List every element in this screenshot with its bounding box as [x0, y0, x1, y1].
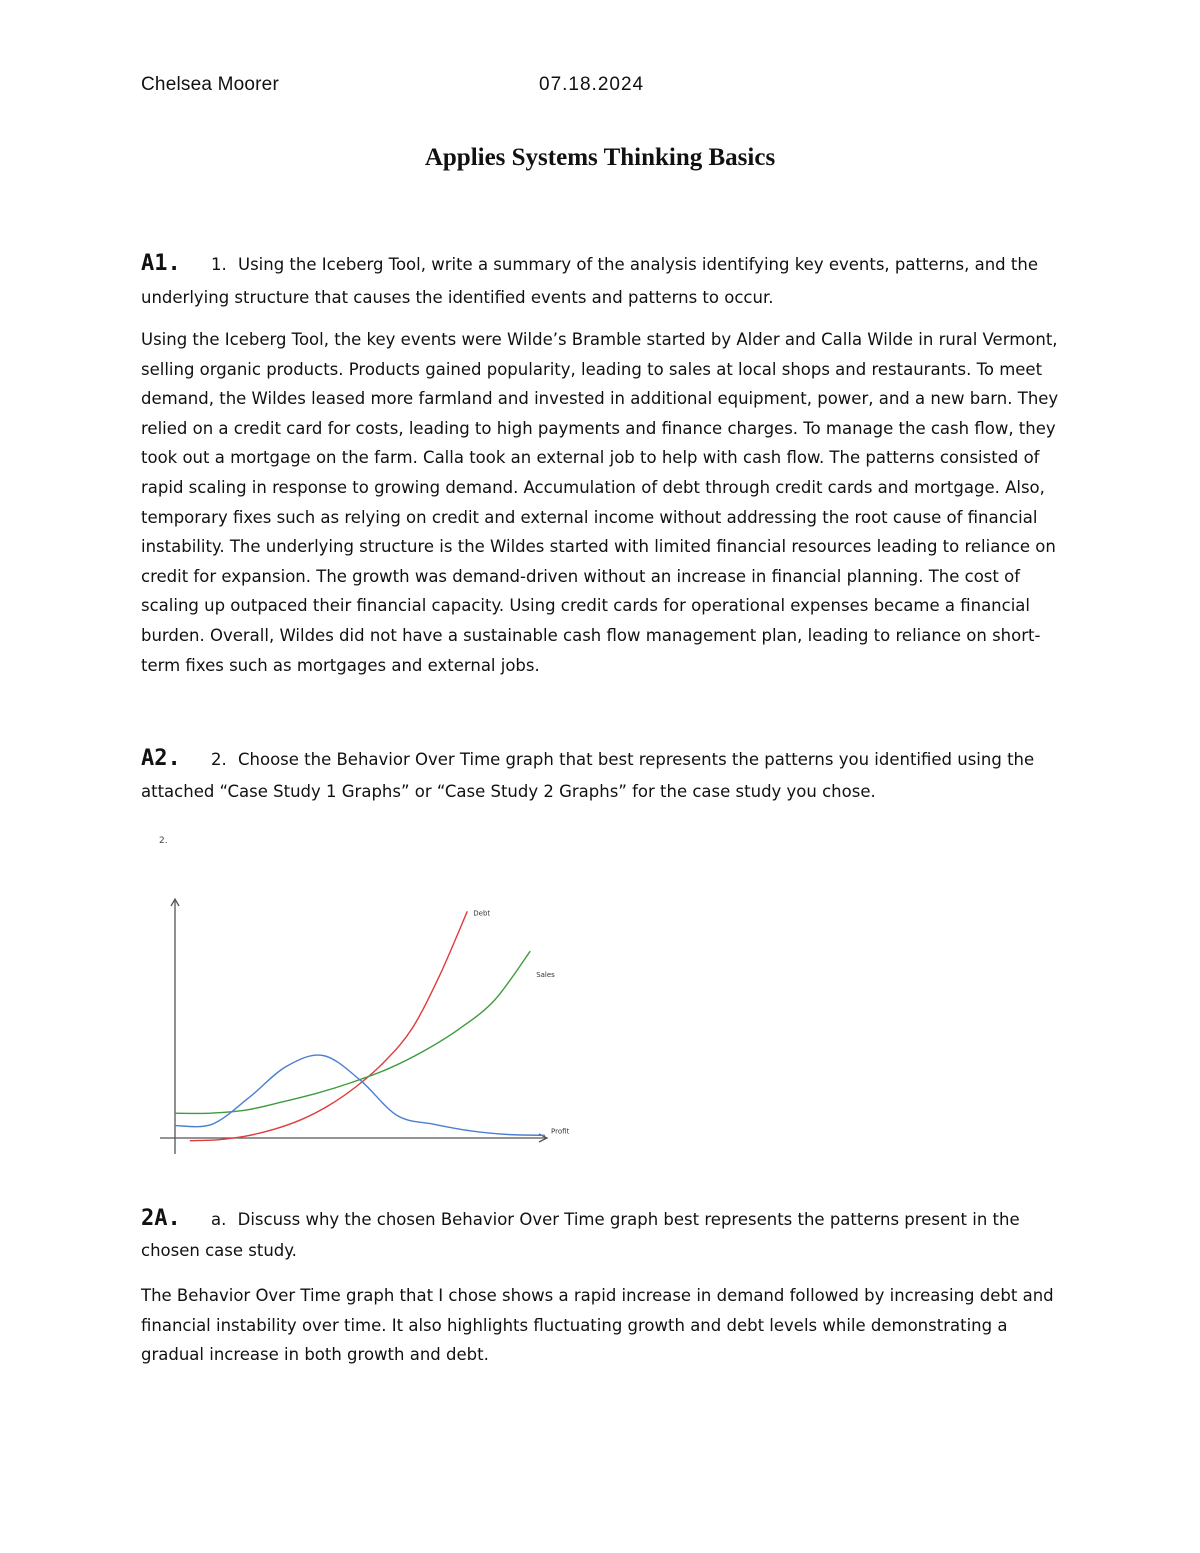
answer-a1: Using the Iceberg Tool, the key events were Wilde’s Bramble started by Alder and Calla Wilde in rural Vermont, selling organic products. Products gained popularity, leading to sales at local shops and restaurants. To meet demand, the Wildes leased more farmland and invested in additional equipment, power, and a new barn. They relied on a credit card for costs, leading to high payments and finance charges. To manage the cash flow, they took out a mortgage on the farm. Calla took an external job to help with cash flow. The patterns consisted of rapid scaling in response to growing demand. Accumulation of debt through credit cards and mortgage. Also, temporary fixes such as relying on credit and external income without addressing the root cause of financial instability. The underlying structure is the Wildes started with limited financial resources leading to reliance on credit for expansion. The growth was demand-driven without an increase in financial planning. The cost of scaling up outpaced their financial capacity. Using credit cards for operational expenses became a financial burden. Overall, Wildes did not have a sustainable cash flow management plan, leading to reliance on short-term fixes such as mortgages and external jobs.: [141, 330, 1059, 675]
question-2a-number: a.: [211, 1210, 227, 1229]
question-2a-line1: [141, 1204, 1071, 1235]
question-a1-prompt-line1: Using the Iceberg Tool, write a summary of the analysis identifying key events, patterns, and the: [238, 255, 1038, 274]
question-a2-number: 2.: [211, 750, 227, 769]
author-name: Chelsea Moorer: [141, 74, 279, 95]
chart-series-labels: [473, 909, 569, 1135]
question-2a-prompt-line2: chosen case study.: [141, 1241, 297, 1260]
answer-2a: The Behavior Over Time graph that I chose shows a rapid increase in demand followed by increasing debt and financial instability over time. It also highlights fluctuating growth and debt levels while demonstrating a gradual increase in both growth and debt.: [141, 1286, 1054, 1365]
question-a2-line1: [141, 744, 1071, 775]
question-a2-prompt-line2: attached “Case Study 1 Graphs” or “Case Study 2 Graphs” for the case study you chose.: [141, 782, 876, 801]
question-a2-line2: [141, 777, 1071, 807]
series-label-sales: Sales: [536, 971, 555, 980]
question-a1-tag: A1.: [141, 251, 181, 276]
page-title: Applies Systems Thinking Basics: [424, 144, 776, 171]
question-a1-prompt-line2: underlying structure that causes the identified events and patterns to occur.: [141, 288, 774, 307]
behavior-over-time-graph: [160, 890, 580, 1160]
chart-axes: [160, 899, 547, 1154]
series-label-profit: Profit: [551, 1127, 570, 1136]
question-a1-line1: [141, 249, 1071, 280]
series-line-profit: [175, 1055, 545, 1135]
document-header: [141, 74, 1061, 102]
question-a2-prompt-line1: Choose the Behavior Over Time graph that best represents the patterns you identified using the: [238, 750, 1035, 769]
question-2a-prompt-line1: Discuss why the chosen Behavior Over Time graph best represents the patterns present in the: [237, 1210, 1020, 1229]
graph-number-label: 2.: [159, 836, 168, 846]
question-a1-number: 1.: [211, 255, 227, 274]
question-2a-tag: 2A.: [141, 1206, 181, 1231]
document-date: 07.18.2024: [539, 74, 645, 95]
chart-series-lines: [175, 911, 545, 1140]
question-a1-line2: [141, 283, 1071, 313]
series-line-debt: [190, 911, 468, 1140]
question-a2-tag: A2.: [141, 746, 181, 771]
series-label-debt: Debt: [473, 909, 491, 918]
question-2a-line2: [141, 1236, 1071, 1266]
